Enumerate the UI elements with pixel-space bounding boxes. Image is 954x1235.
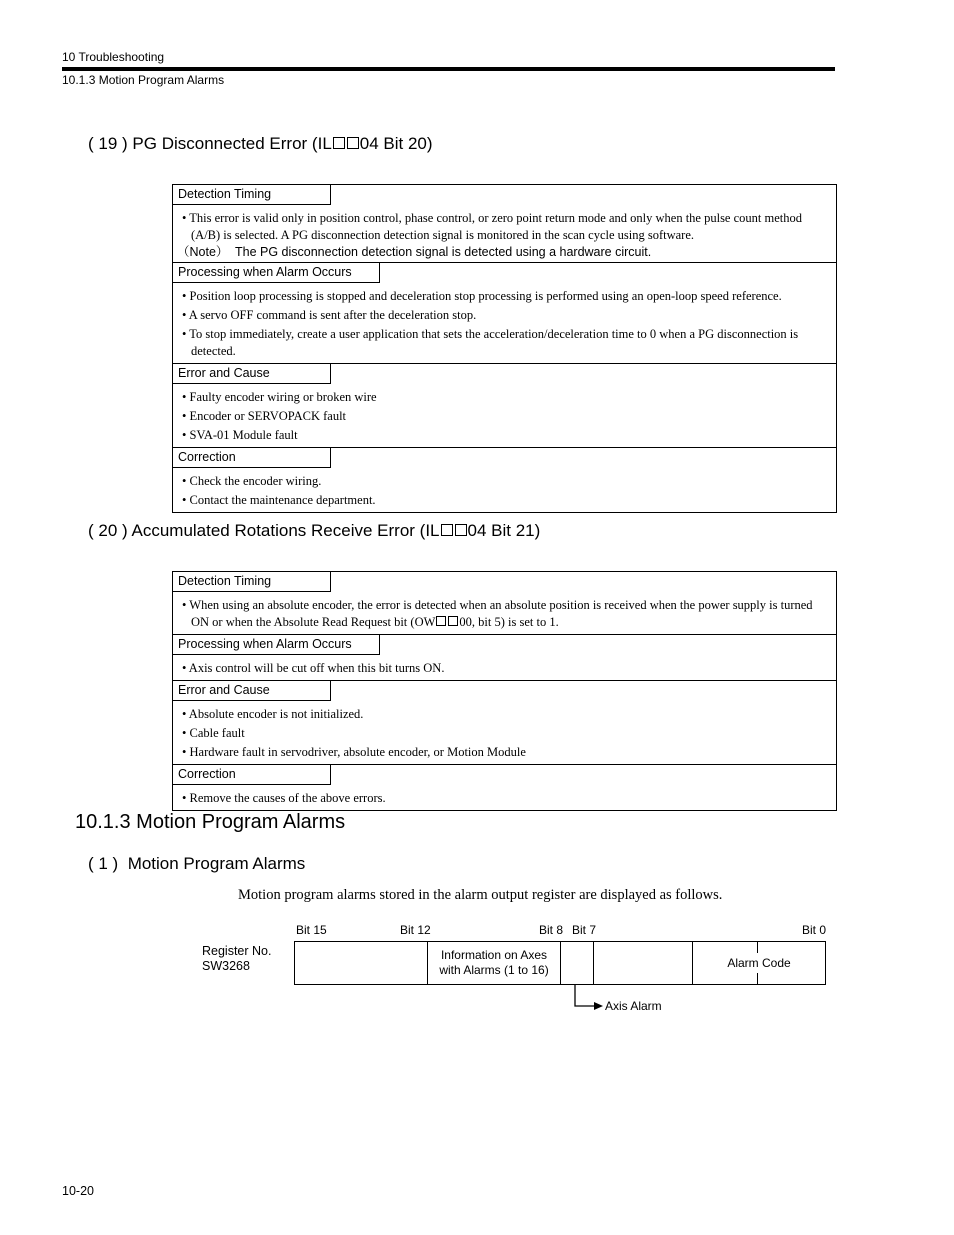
- item-19-detection-block: [173, 185, 836, 263]
- note-tag: （Note）: [177, 245, 229, 259]
- detection-timing-label: Detection Timing: [173, 185, 331, 205]
- item-20-processing-block: [173, 635, 836, 681]
- item-19-title-post: 04 Bit 20): [359, 134, 433, 153]
- header-rule: [62, 67, 835, 71]
- error-cause-label: Error and Cause: [173, 364, 331, 384]
- placeholder-square-icon: [347, 137, 359, 149]
- section-heading: 10.1.3 Motion Program Alarms: [75, 811, 346, 833]
- register-tick: [757, 942, 758, 953]
- bit15-label: Bit 15: [296, 923, 327, 937]
- processing-label: Processing when Alarm Occurs: [173, 263, 380, 283]
- page-number: 10-20: [62, 1184, 94, 1198]
- list-item: • Hardware fault in servodriver, absolute encoder, or Motion Module: [182, 745, 526, 759]
- item-20-heading: [88, 521, 540, 541]
- placeholder-square-icon: [333, 137, 345, 149]
- bit12-label: Bit 12: [400, 923, 431, 937]
- item-19-error-block: [173, 364, 836, 448]
- list-item: • Check the encoder wiring.: [182, 474, 322, 488]
- register-number: SW3268: [202, 959, 250, 973]
- subsection-number: ( 1 ): [88, 854, 119, 873]
- item-20-title-post: 04 Bit 21): [467, 521, 541, 540]
- list-item: • Remove the causes of the above errors.: [182, 791, 386, 805]
- placeholder-square-icon: [455, 524, 467, 536]
- subsection-heading: [88, 854, 305, 874]
- bit7-label: Bit 7: [572, 923, 597, 937]
- item-20-detection-block: [173, 572, 836, 635]
- item-19-correction-block: [173, 448, 836, 513]
- item-19-detection-text: • This error is valid only in position control, phase control, or zero point return mode and only when the pulse count method (A/B) is selected. A PG disconnection detection signal is monitored in the scan cycle using software.: [182, 211, 802, 242]
- register-tick: [757, 973, 758, 984]
- list-item: • Encoder or SERVOPACK fault: [182, 409, 347, 423]
- placeholder-square-icon: [441, 524, 453, 536]
- bit8-label: Bit 8: [539, 923, 564, 937]
- register-label-line1: Register No.: [202, 944, 272, 958]
- subsection-title: Motion Program Alarms: [127, 854, 306, 873]
- register-divider: [593, 942, 594, 984]
- note-text: The PG disconnection detection signal is detected using a hardware circuit.: [235, 245, 652, 259]
- alarm-code-cell: Alarm Code: [727, 956, 791, 970]
- running-header-chapter: 10 Troubleshooting: [62, 50, 165, 64]
- error-cause-label: Error and Cause: [173, 681, 331, 701]
- correction-label: Correction: [173, 765, 331, 785]
- list-item: • Contact the maintenance department.: [182, 493, 376, 507]
- processing-label: Processing when Alarm Occurs: [173, 635, 380, 655]
- axis-alarm-label: Axis Alarm: [605, 999, 662, 1013]
- item-19-table: [172, 184, 837, 513]
- register-box: [294, 941, 826, 985]
- running-header-section: 10.1.3 Motion Program Alarms: [62, 73, 225, 87]
- item-19-processing-block: [173, 263, 836, 364]
- item-20-title-pre: Accumulated Rotations Receive Error (IL: [131, 521, 440, 540]
- placeholder-square-icon: [448, 616, 458, 626]
- item-19-title-pre: PG Disconnected Error (IL: [132, 134, 332, 153]
- axes-info-line1: Information on Axes: [440, 948, 548, 962]
- item-20-detection-pre: • When using an absolute encoder, the error is detected when an absolute position is received when the power supply is turned ON or when the Absolute Read Request bit (OW: [182, 598, 813, 629]
- register-label: [202, 944, 271, 974]
- list-item: • Position loop processing is stopped and deceleration stop processing is performed using an open-loop speed reference.: [182, 289, 782, 303]
- register-divider: [560, 942, 561, 984]
- detection-timing-label: Detection Timing: [173, 572, 331, 592]
- list-item: • To stop immediately, create a user application that sets the acceleration/deceleration time to 0 when a PG disconnection is detected.: [182, 327, 799, 358]
- item-19-number: ( 19 ): [88, 134, 128, 153]
- item-20-detection-post: 00, bit 5) is set to 1.: [459, 615, 559, 629]
- item-19-note: [173, 244, 836, 262]
- item-20-detection-text: [173, 592, 836, 634]
- axes-info-cell: [428, 948, 560, 978]
- placeholder-square-icon: [436, 616, 446, 626]
- list-item: • A servo OFF command is sent after the deceleration stop.: [182, 308, 477, 322]
- axes-info-line2: with Alarms (1 to 16): [439, 963, 549, 977]
- correction-label: Correction: [173, 448, 331, 468]
- list-item: • Absolute encoder is not initialized.: [182, 707, 364, 721]
- bit0-label: Bit 0: [802, 923, 827, 937]
- section-intro: Motion program alarms stored in the alarm output register are displayed as follows.: [238, 887, 723, 903]
- list-item: • Faulty encoder wiring or broken wire: [182, 390, 377, 404]
- item-20-table: [172, 571, 837, 811]
- list-item: • Axis control will be cut off when this bit turns ON.: [182, 661, 445, 675]
- item-20-correction-block: [173, 765, 836, 811]
- item-20-number: ( 20 ): [88, 521, 128, 540]
- list-item: • SVA-01 Module fault: [182, 428, 298, 442]
- list-item: • Cable fault: [182, 726, 245, 740]
- item-19-heading: [88, 134, 433, 154]
- item-20-error-block: [173, 681, 836, 765]
